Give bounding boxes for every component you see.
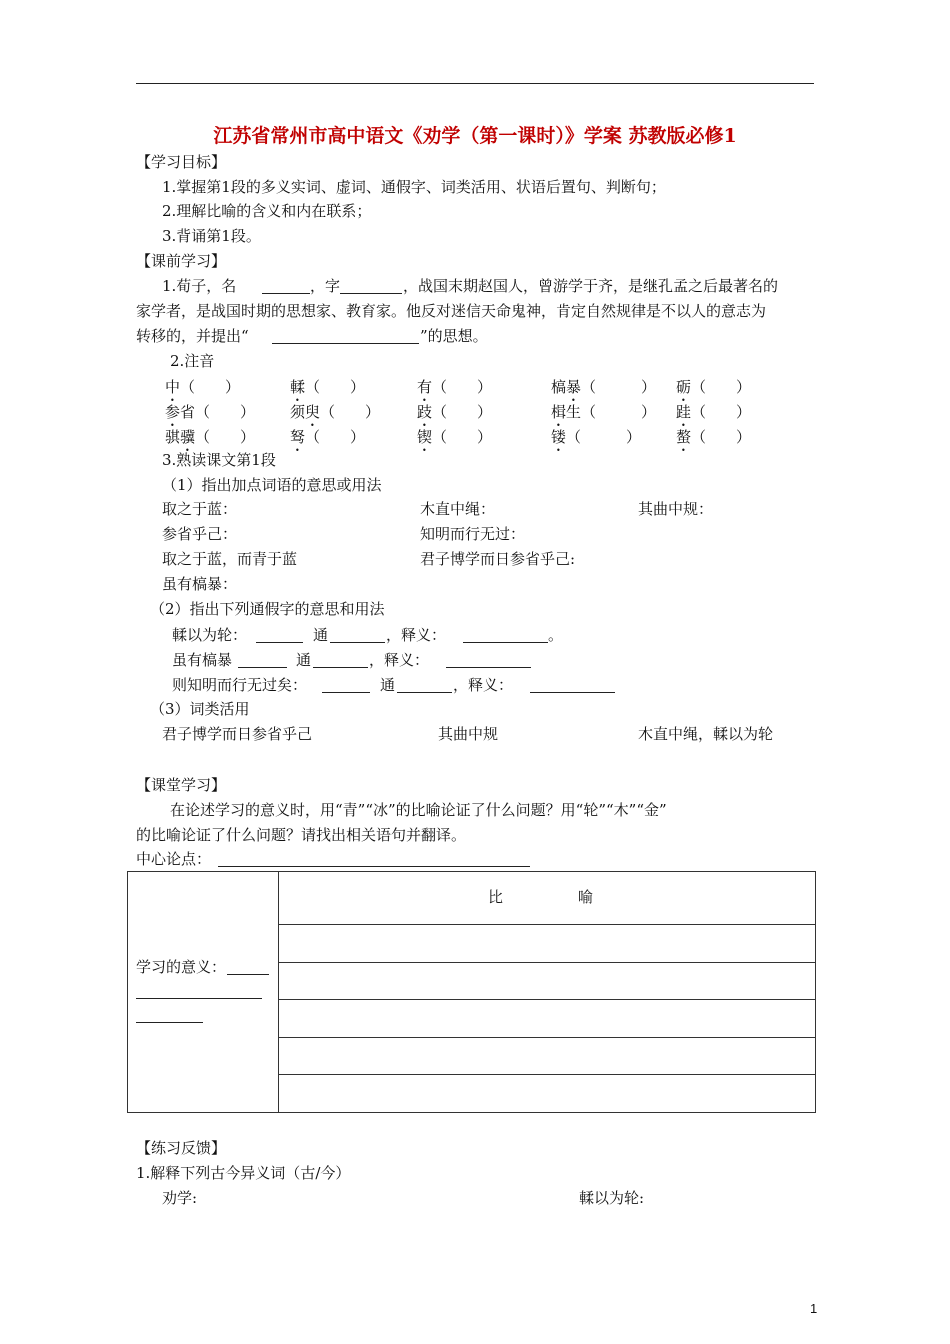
q2-label: 2.注音 (170, 352, 215, 370)
goal-item-1: 1.掌握第1段的多义实词、虚词、通假字、词类活用、状语后置句、判断句； (162, 178, 666, 196)
answer-blank-thought[interactable] (272, 343, 419, 344)
q3-sub2: （2）指出下列通假字的意思和用法 (150, 600, 385, 618)
table-header: 比 喻 (488, 888, 594, 906)
central-answer-blank[interactable] (218, 866, 530, 867)
q3-label: 3.熟读课文第1段 (162, 451, 276, 469)
table-divider (278, 871, 279, 1112)
goal-item-2: 2.理解比喻的含义和内在联系； (162, 202, 372, 220)
pre-header: 【课前学习】 (136, 252, 227, 270)
q3-word: 取之于蓝： (162, 500, 238, 518)
pinyin-item: 锲（ ） (417, 428, 493, 446)
class-para-1: 在论述学习的意义时，用“青”“冰”的比喻论证了什么问题？用“轮”“木”“金” (170, 801, 667, 819)
pinyin-item: 螯（ ） (676, 428, 752, 446)
tongjia-shiyi: ，释义： (453, 676, 514, 694)
goal-item-3: 3.背诵第1段。 (162, 227, 261, 245)
pinyin-item: 须臾（ ） (290, 403, 381, 421)
table-row-line (278, 999, 815, 1000)
feedback-q1: 1.解释下列古今异义词（古/今） (136, 1164, 351, 1182)
answer-blank-name[interactable] (262, 293, 310, 294)
feedback-item: 劝学: (162, 1189, 198, 1207)
q1-line-3a: 转移的，并提出“ (136, 327, 249, 345)
class-header: 【课堂学习】 (136, 776, 227, 794)
feedback-header: 【练习反馈】 (136, 1139, 227, 1157)
pinyin-item: 镂（ ） (551, 428, 642, 446)
answer-blank[interactable] (136, 998, 262, 999)
answer-blank[interactable] (397, 692, 452, 693)
tongjia-item: 则知明而行无过矣： (172, 676, 308, 694)
table-row-line (278, 962, 815, 963)
activity-item: 君子博学而日参省乎己 (162, 725, 313, 743)
q3-word: 木直中绳： (420, 500, 496, 518)
pinyin-item: 参省（ ） (165, 403, 256, 421)
answer-blank[interactable] (227, 974, 269, 975)
q3-word: 参省乎己： (162, 525, 238, 543)
tongjia-item: 輮以为轮： (172, 626, 248, 644)
tongjia-shiyi: ，释义： (386, 626, 447, 644)
pinyin-item: 楫生（ ） (551, 403, 657, 421)
answer-blank[interactable] (313, 667, 368, 668)
q3-word: 取之于蓝，而青于蓝 (162, 550, 298, 568)
pinyin-item: 跬（ ） (676, 403, 752, 421)
feedback-item: 輮以为轮: (579, 1189, 645, 1207)
page-title: 江苏省常州市高中语文《劝学（第一课时）》学案 苏教版必修1 (213, 125, 737, 147)
q1-part-a: 1.荀子，名 (162, 277, 237, 295)
tongjia-tong: 通 (296, 651, 312, 669)
answer-blank[interactable] (463, 642, 548, 643)
q1-line-3b: ”的思想。 (420, 327, 488, 345)
q3-sub3: （3）词类活用 (150, 700, 250, 718)
tongjia-tong: 通 (313, 626, 329, 644)
central-label: 中心论点： (136, 850, 212, 868)
activity-item: 其曲中规 (438, 725, 499, 743)
metaphor-table (127, 871, 816, 1113)
pinyin-item: 輮（ ） (290, 378, 366, 396)
pinyin-item: 有（ ） (417, 378, 493, 396)
class-para-2: 的比喻论证了什么问题？请找出相关语句并翻译。 (136, 826, 467, 844)
q1-part-c: ，战国末期赵国人，曾游学于齐，是继孔孟之后最著名的 (403, 277, 779, 295)
answer-blank[interactable] (136, 1022, 203, 1023)
answer-blank[interactable] (256, 642, 303, 643)
q3-word: 虽有槁暴： (162, 575, 238, 593)
page-number: 1 (810, 1301, 818, 1316)
pinyin-item: 驽（ ） (290, 428, 366, 446)
q3-sub1: （1）指出加点词语的意思或用法 (162, 476, 382, 494)
pinyin-item: 槁暴（ ） (551, 378, 657, 396)
table-row-line (278, 1037, 815, 1038)
pinyin-item: 跂（ ） (417, 403, 493, 421)
table-row-line (278, 1074, 815, 1075)
answer-blank[interactable] (322, 692, 370, 693)
q3-word: 其曲中规： (638, 500, 714, 518)
q1-line-2: 家学者，是战国时期的思想家、教育家。他反对迷信天命鬼神，肯定自然规律是不以人的意志为 (136, 302, 767, 320)
tongjia-item: 虽有槁暴 (172, 651, 233, 669)
pinyin-item: 砺（ ） (676, 378, 752, 396)
goals-header: 【学习目标】 (136, 153, 227, 171)
tongjia-end: 。 (548, 626, 564, 644)
q3-word: 知明而行无过： (420, 525, 526, 543)
activity-item: 木直中绳，輮以为轮 (638, 725, 774, 743)
answer-blank-courtesy[interactable] (340, 293, 402, 294)
q1-part-b: ，字 (310, 277, 341, 295)
pinyin-item: 骐骥（ ） (165, 428, 256, 446)
q3-word: 君子博学而日参省乎己: (420, 550, 576, 568)
answer-blank[interactable] (530, 692, 615, 693)
answer-blank[interactable] (238, 667, 287, 668)
header-rule (136, 83, 814, 84)
table-left-label: 学习的意义： (136, 958, 227, 976)
answer-blank[interactable] (446, 667, 531, 668)
table-row-line (278, 924, 815, 925)
answer-blank[interactable] (330, 642, 385, 643)
tongjia-tong: 通 (380, 676, 396, 694)
tongjia-shiyi: ，释义： (369, 651, 430, 669)
pinyin-item: 中（ ） (165, 378, 241, 396)
